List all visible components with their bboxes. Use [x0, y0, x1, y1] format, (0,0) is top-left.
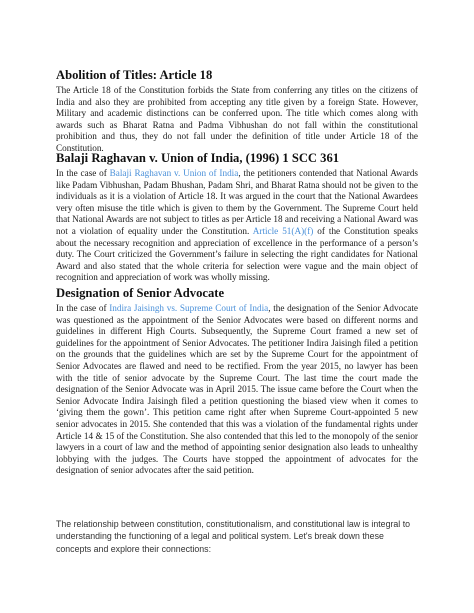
body-text: In the case of — [56, 303, 110, 313]
body-text: , the petitioners contended that National Awards like Padam Vibhushan, Padam Bhushan, Padam Shri, and Bharat Ratna should not be given to the individuals as it is a violation of Article 18. It was argued in the court that the National Awardees very often misuse the title which is given to them by the Government. The Supreme Court held that National Awards are not subject to titles as per Article 18 and receiving a National Award was not a violation of equality under the Constitution. — [56, 168, 418, 236]
section-heading: Abolition of Titles: Article 18 — [56, 68, 213, 82]
body-text: of the Constitution speaks about the necessary recognition and appreciation of excellence in the performance of a person’s duty. The Court criticized the Government’s failure in selecting the right candidates for National Award and also stated that the whole criteria for selection were vague and the main object of recognition and appreciation of work was wholly missing. — [56, 225, 418, 283]
section-heading: Designation of Senior Advocate — [56, 286, 225, 300]
body-text: , the designation of the Senior Advocate was questioned as the appointment of the Senior Advocates were based on different norms and guidelines in different High Courts. Subsequently, the Supreme Court framed a new set of guidelines for the appointment of Senior Advocates. The petitioner Indira Jaisingh filed a petition on the grounds that the guidelines which are set by the Supreme Court for the appointment of Senior Advocates are flawed and need to be rectified. From the year 2015, no lawyer has been with the title of senior advocate by the Supreme Court. The last time the court made the designation of the Senior Advocate was in April 2015. The issue came before the Court when the Senior Advocate Indira Jaisingh filed a petition questioning the biased view when it comes to ‘giving them the gown’. This petition came right after when Supreme Court-appointed 5 new senior advocates in 2015. She contended that this was a violation of the fundamental rights under Article 14 & 15 of the Constitution. She also contended that this led to the monopoly of the senior lawyers in a court of law and the method of appointing senior designation also leads to unhealthy lobbying with the judges. The Courts have stopped the appointment of advocates for the designation of senior advocates after the said petition. — [56, 303, 418, 476]
section-balaji-raghavan — [56, 151, 418, 284]
body-text: In the case of — [56, 168, 110, 178]
section-body — [56, 303, 418, 477]
section-heading: Balaji Raghavan v. Union of India, (1996) 1 SCC 361 — [56, 151, 340, 165]
case-link-balaji-raghavan[interactable]: Balaji Raghavan v. Union of India — [109, 168, 239, 178]
section-senior-advocate — [56, 286, 418, 477]
section-abolition-of-titles — [56, 68, 418, 155]
section-body — [56, 168, 418, 284]
article-51a-link[interactable]: Article 51(A)(f) — [252, 225, 314, 236]
section-body: The Article 18 of the Constitution forbids the State from conferring any titles on the citizens of India and also they are prohibited from accepting any title given by a foreign State. However, Military and academic distinctions can be conferred upon. The title which comes along with awards such as Bharat Ratna and Padma Vibhushan do not fall within the constitutional prohibition and thus, they do not fall under the definition of title under Article 18 of the Constitution. — [56, 85, 418, 153]
case-link-indira-jaisingh[interactable]: Indira Jaisingh vs. Supreme Court of India — [109, 303, 269, 313]
footer-paragraph: The relationship between constitution, constitutionalism, and constitutional law is integral to understanding the functioning of a legal and political system. Let's break down these concepts and explore their connections: — [56, 519, 411, 554]
